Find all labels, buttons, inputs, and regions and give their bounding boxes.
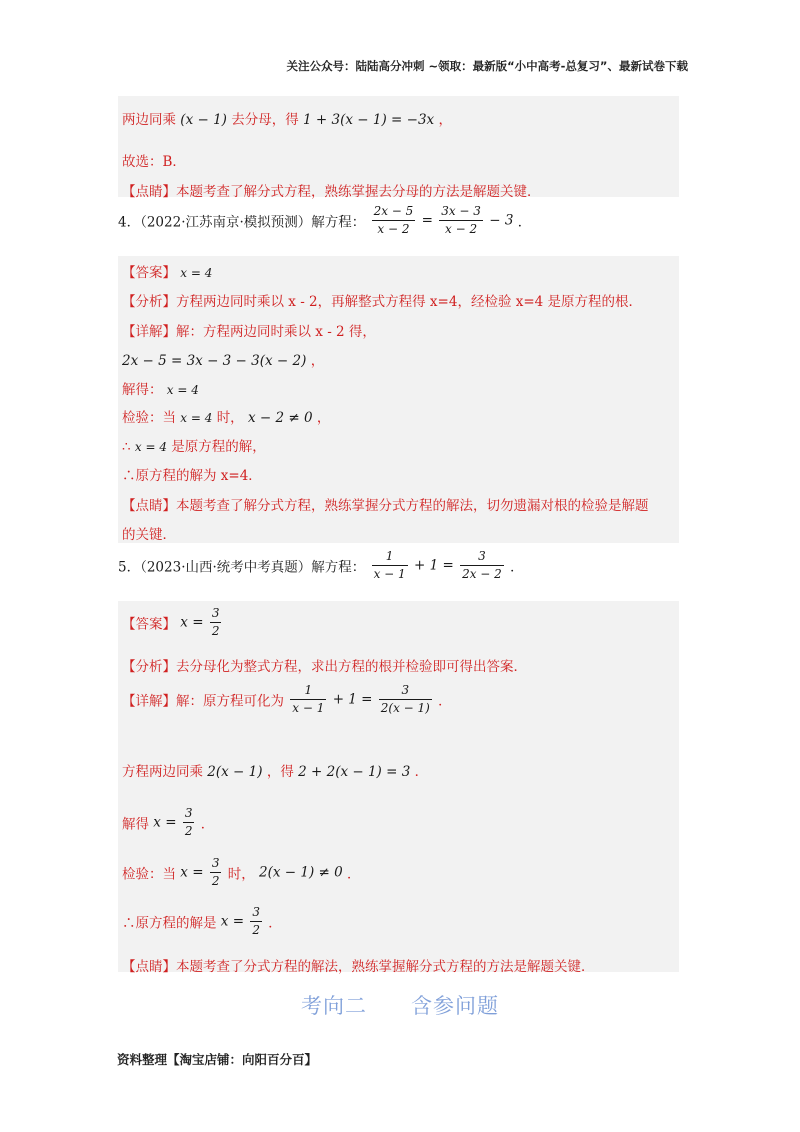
text: ， <box>316 410 331 426</box>
page-header: 关注公众号：陆陆高分冲刺 ~领取：最新版“小中高考-总复习”、最新试卷下载 <box>286 59 688 73</box>
denominator: 2 <box>252 923 260 937</box>
numerator: 3x − 3 <box>439 204 483 221</box>
q5-detail <box>122 683 452 716</box>
q5-stem <box>118 549 524 582</box>
numerator: 3 <box>379 683 432 700</box>
denominator: 2(x − 1) <box>380 701 430 715</box>
text: ， <box>310 353 325 369</box>
text: ∴ <box>122 439 131 455</box>
q5-analysis: 【分析】去分母化为整式方程，求出方程的根并检验即可得出答案． <box>122 659 527 675</box>
text: ． <box>517 214 532 231</box>
text: 【详解】解：原方程可化为 <box>122 693 284 710</box>
prev-comment: 【点睛】本题考查了解分式方程，熟练掌握去分母的方法是解题关键． <box>122 184 541 200</box>
text: ∴原方程的解是 <box>122 915 217 932</box>
fraction <box>460 549 504 582</box>
prev-choice: 故选：B． <box>122 154 186 170</box>
math-expr: x = <box>180 614 204 631</box>
numerator: 3 <box>183 806 195 823</box>
numerator: 3 <box>210 856 222 873</box>
fraction <box>372 549 408 582</box>
q5-conclusion <box>122 905 282 938</box>
text: 时， <box>227 866 255 883</box>
math-expr: 2 + 2(x − 1) = 3 <box>298 764 411 780</box>
fraction <box>210 606 222 639</box>
math-expr: 2(x − 1) <box>207 764 263 780</box>
math-expr: 2x − 5 = 3x − 3 − 3(x − 2) <box>122 353 307 369</box>
math-expr: x = 4 <box>180 411 213 425</box>
math-expr: x − 2 ≠ 0 <box>247 410 313 426</box>
numerator: 3 <box>460 549 504 566</box>
text: 两边同乘 <box>122 112 176 128</box>
text: 是原方程的解， <box>171 439 266 455</box>
section-title: 考向二 含参问题 <box>301 994 499 1018</box>
q4-stem <box>118 204 531 237</box>
q4-detail: 【详解】解：方程两边同时乘以 x - 2 得， <box>122 324 376 340</box>
text: 检验：当 <box>122 410 176 426</box>
q4-conclusion-1 <box>122 435 266 455</box>
q5-multiply <box>122 760 428 780</box>
text: 时， <box>216 410 244 426</box>
denominator: x − 2 <box>377 222 410 236</box>
text: 4．（2022·江苏南京·模拟预测）解方程： <box>118 214 366 231</box>
denominator: 2 <box>211 874 220 888</box>
q4-step1 <box>122 349 324 369</box>
text: 检验：当 <box>122 866 176 883</box>
text: ． <box>438 693 452 710</box>
q4-solve <box>122 378 199 398</box>
numerator: 1 <box>290 683 326 700</box>
text: ． <box>268 915 282 932</box>
math-expr: 1 + 3(x − 1) = −3x <box>303 112 435 128</box>
q4-check <box>122 406 330 426</box>
fraction <box>250 905 262 938</box>
math-expr: x = <box>220 913 245 930</box>
math-expr: + 1 = <box>413 557 454 574</box>
denominator: x − 2 <box>445 222 478 236</box>
numerator: 3 <box>210 606 222 623</box>
denominator: x − 1 <box>373 567 406 581</box>
text: 去分母，得 <box>231 112 299 128</box>
q4-conclusion-2: ∴原方程的解为 x=4． <box>122 468 262 484</box>
fraction <box>183 806 195 839</box>
q4-answer <box>122 261 212 281</box>
math-expr: (x − 1) <box>180 112 227 128</box>
math-expr: x = 4 <box>180 266 213 280</box>
footer-note: 资料整理【淘宝店铺：向阳百分百】 <box>117 1052 318 1067</box>
fraction <box>379 683 432 716</box>
math-expr: x = <box>153 814 177 831</box>
text: 5．（2023·山西·统考中考真题）解方程： <box>118 559 366 576</box>
q5-comment: 【点睛】本题考查了分式方程的解法，熟练掌握解分式方程的方法是解题关键． <box>122 959 595 975</box>
text: 【答案】 <box>122 265 176 281</box>
math-expr: 2(x − 1) ≠ 0 <box>259 864 343 881</box>
text: ． <box>347 866 361 883</box>
numerator: 1 <box>372 549 408 566</box>
text: ，得 <box>266 764 294 780</box>
math-expr: + 1 = <box>332 691 373 708</box>
denominator: 2 <box>211 624 220 638</box>
numerator: 2x − 5 <box>372 204 416 221</box>
numerator: 3 <box>250 905 262 922</box>
fraction <box>290 683 326 716</box>
prev-line-1 <box>122 108 452 128</box>
q4-comment-2: 的关键． <box>122 527 176 543</box>
text: 解得： <box>122 382 163 398</box>
text: ． <box>510 559 524 576</box>
text: 方程两边同乘 <box>122 764 203 780</box>
fraction <box>439 204 483 237</box>
text: ， <box>438 112 452 128</box>
fraction <box>210 856 222 889</box>
q5-solve <box>122 806 214 839</box>
math-expr: x = 4 <box>134 440 167 454</box>
denominator: 2x − 2 <box>462 567 502 581</box>
text: ． <box>200 816 215 833</box>
q5-answer <box>122 606 223 639</box>
math-expr: x = 4 <box>166 383 199 397</box>
denominator: 2 <box>184 824 193 838</box>
q4-comment-1: 【点睛】本题考查了解分式方程，熟练掌握分式方程的解法，切勿遗漏对根的检验是解题 <box>122 498 649 514</box>
fraction <box>372 204 416 237</box>
q5-check <box>122 856 361 889</box>
text: 解得 <box>122 816 149 833</box>
text: 【答案】 <box>122 616 176 633</box>
denominator: x − 1 <box>292 701 325 715</box>
math-expr: = <box>421 212 433 229</box>
math-expr: − 3 <box>489 212 514 229</box>
text: ． <box>414 764 429 780</box>
q4-analysis: 【分析】方程两边同时乘以 x - 2，再解整式方程得 x=4，经检验 x=4 是原方程的根． <box>122 294 643 310</box>
math-expr: x = <box>180 864 204 881</box>
